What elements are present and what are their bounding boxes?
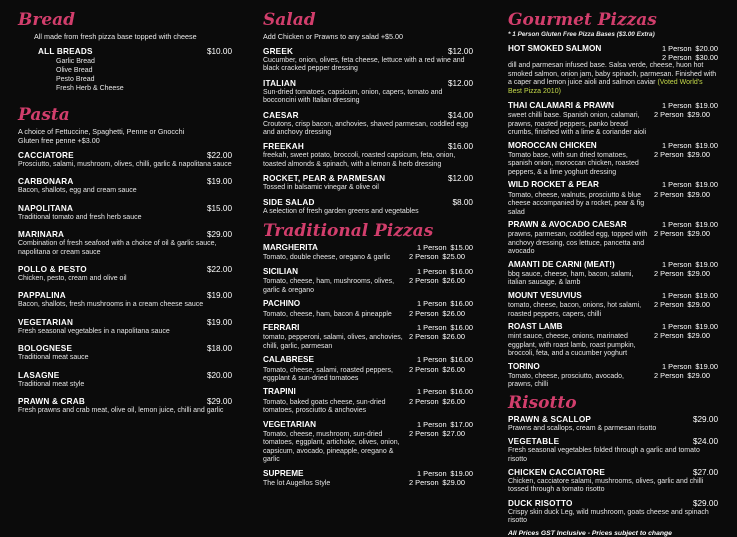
item-row — [18, 151, 232, 161]
pizza-desc: prawns, parmesan, coddled egg, topped with anchovy dressing, cos lettuce, pancetta and avocado — [508, 231, 648, 256]
item-desc: freekah, sweet potato, broccoli, roasted capsicum, feta, onion, toasted almonds & spinach, with a lemon & herb dressing — [263, 152, 456, 168]
gourmet-pizzas-title: Gourmet Pizzas — [508, 10, 657, 30]
gourmet-pizza-item — [508, 180, 718, 217]
pizza-name: SICILIAN — [263, 266, 299, 276]
item-desc: Prawns and scallops, cream & parmesan risotto — [508, 424, 657, 432]
item-row — [263, 142, 473, 152]
item-price: $18.00 — [206, 344, 232, 354]
pizza-name: MARGHERITA — [263, 243, 318, 253]
item-name: SIDE SALAD — [263, 197, 315, 207]
pizza-name: THAI CALAMARI & PRAWN — [508, 101, 614, 111]
pizza-row — [508, 141, 718, 150]
price-2-person: $25.00 — [442, 252, 465, 262]
pizza-name: VEGETARIAN — [263, 419, 317, 429]
pizza-row — [263, 355, 473, 364]
price-2-person: $26.00 — [442, 396, 465, 406]
size-label: 2 Person — [654, 331, 684, 341]
pasta-item — [18, 265, 232, 283]
pizza-row — [263, 309, 473, 319]
item-row — [18, 265, 232, 275]
menu-column-middle — [263, 10, 473, 492]
price-1-person: $19.00 — [695, 361, 718, 371]
price-2-person: $29.00 — [687, 371, 710, 380]
pizza-row — [263, 276, 473, 295]
item-row — [18, 318, 232, 328]
item-price: $19.00 — [206, 177, 232, 187]
pizza-desc: Tomato, cheese, prosciutto, avocado, prawns, chilli — [508, 373, 624, 389]
item-price: $19.00 — [206, 317, 232, 327]
item-name: PRAWN & SCALLOP — [508, 414, 592, 424]
pizza-row — [263, 243, 473, 252]
size-label: 2 Person — [654, 371, 684, 380]
traditional-pizza-item — [263, 420, 473, 465]
size-label: 1 Person — [417, 419, 447, 429]
item-name: PRAWN & CRAB — [18, 397, 85, 407]
pizza-desc-text: dill and parmesan infused base. Salsa verde, cheese, huon hot smoked salmon, onion jam, baby spinach, parmesan. Finished with a caper and lemon juice aioli and salmon caviar — [508, 62, 717, 87]
pizza-desc: Tomato, baked goats cheese, sun-dried tomatoes, prosciutto & anchovies — [263, 398, 386, 415]
pizza-row — [508, 269, 718, 288]
item-desc: Cucumber, onion, olives, feta cheese, lettuce with a red wine and black cracked pepper dressing — [263, 57, 465, 73]
pizza-desc: Tomato, double cheese, oregano & garlic — [263, 254, 391, 262]
item-price: $29.00 — [692, 498, 718, 508]
traditional-pizzas-title: Traditional Pizzas — [263, 221, 434, 242]
risotto-title: Risotto — [508, 392, 577, 413]
item-row — [263, 174, 473, 184]
pizza-name: HOT SMOKED SALMON — [508, 44, 602, 53]
item-price: $24.00 — [692, 437, 718, 447]
item-row — [18, 371, 232, 381]
item-row — [18, 291, 232, 301]
item-price: $22.00 — [206, 151, 232, 160]
item-desc: Traditional meat sauce — [18, 354, 89, 362]
pizza-row — [263, 429, 473, 465]
price-1-person: $19.00 — [450, 468, 473, 478]
item-price: $14.00 — [447, 110, 473, 120]
traditional-pizza-item — [263, 299, 473, 319]
gourmet-pizza-item — [508, 220, 718, 257]
salad-item — [263, 174, 473, 192]
gourmet-pizza-item — [508, 44, 718, 96]
item-name: ITALIAN — [263, 78, 297, 88]
item-desc: Bacon, shallots, fresh mushrooms in a cream cheese sauce — [18, 301, 204, 309]
pizza-row — [263, 252, 473, 262]
item-desc: Crispy skin duck Leg, wild mushroom, goats cheese and spinach risotto — [508, 508, 709, 525]
price-2-person: $29.00 — [687, 331, 710, 341]
item-name: CAESAR — [263, 110, 299, 120]
salad-list — [263, 47, 473, 216]
pizza-desc: tomato, pepperoni, salami, olives, anchovies, chilli, garlic, parmesan — [263, 334, 403, 350]
traditional-pizza-item — [263, 469, 473, 489]
pasta-item — [18, 204, 232, 222]
award-note: (Voted World's Best Pizza 2010) — [508, 79, 703, 95]
item-price: $12.00 — [447, 78, 473, 88]
price-1-person: $19.00 — [695, 219, 718, 229]
price-1-person: $20.00 — [695, 44, 718, 53]
price-1-person: $16.00 — [450, 387, 473, 397]
bread-item: Olive Bread — [56, 67, 93, 74]
pizza-name: WILD ROCKET & PEAR — [508, 180, 599, 190]
pizza-row — [508, 260, 718, 269]
item-price: $19.00 — [206, 291, 232, 301]
item-price: $16.00 — [447, 142, 473, 152]
pizza-row — [508, 331, 718, 358]
item-price: $12.00 — [447, 174, 473, 184]
pizza-desc: The lot Augellos Style — [263, 480, 331, 487]
pizza-row — [508, 53, 718, 62]
item-desc: Fresh seasonal vegetables folded through a garlic and tomato risotto — [508, 447, 700, 463]
menu-column-left — [18, 10, 232, 423]
item-desc: A selection of fresh garden greens and vegetables — [263, 207, 419, 215]
price-1-person: $16.00 — [450, 355, 473, 365]
price-1-person: $16.00 — [450, 322, 473, 332]
item-price: $15.00 — [206, 203, 232, 213]
pizza-name: PACHINO — [263, 299, 301, 309]
item-desc: Croutons, crisp bacon, anchovies, shaved parmesan, coddled egg and anchovy dressing — [263, 120, 469, 137]
pizza-name: MOROCCAN CHICKEN — [508, 140, 597, 150]
traditional-pizza-list — [263, 243, 473, 488]
gourmet-pizza-item — [508, 141, 718, 178]
pizza-row — [263, 469, 473, 478]
item-row — [508, 499, 718, 509]
size-label: 1 Person — [417, 266, 447, 276]
price-1-person: $19.00 — [695, 259, 718, 269]
price-2-person: $26.00 — [442, 332, 465, 342]
pizza-row — [508, 229, 718, 256]
gourmet-pizza-list — [508, 101, 718, 390]
size-label: 1 Person — [417, 355, 447, 365]
item-price: $29.00 — [206, 397, 232, 407]
item-row — [508, 415, 718, 425]
size-label: 1 Person — [662, 44, 692, 53]
price-2-person: $26.00 — [442, 308, 465, 318]
traditional-pizza-item — [263, 267, 473, 295]
traditional-pizza-item — [263, 387, 473, 415]
pizza-row — [263, 365, 473, 384]
size-label: 1 Person — [417, 243, 447, 253]
size-label: 1 Person — [417, 322, 447, 332]
item-name: MARINARA — [18, 230, 65, 240]
size-label: 2 Person — [654, 300, 684, 310]
item-desc: Tossed in balsamic vinegar & olive oil — [263, 184, 379, 192]
pizza-row — [508, 300, 718, 319]
pizza-row — [263, 323, 473, 332]
price-2-person: $29.00 — [687, 110, 710, 120]
item-price: $22.00 — [206, 265, 232, 275]
pasta-item — [18, 151, 232, 169]
price-1-person: $19.00 — [695, 101, 718, 111]
pasta-list — [18, 151, 232, 415]
pizza-row — [263, 267, 473, 276]
size-label: 1 Person — [417, 468, 447, 478]
item-name: POLLO & PESTO — [18, 265, 87, 275]
pasta-item — [18, 177, 232, 195]
pasta-item — [18, 318, 232, 336]
salad-item — [263, 47, 473, 74]
bread-item: Fresh Herb & Cheese — [56, 85, 124, 92]
item-desc: Traditional tomato and fresh herb sauce — [18, 213, 142, 221]
item-desc: Fresh prawns and crab meat, olive oil, lemon juice, chilli and garlic — [18, 407, 224, 415]
salad-item — [263, 198, 473, 216]
price-1-person: $15.00 — [450, 243, 473, 253]
item-row — [18, 397, 232, 407]
item-name: VEGETARIAN — [18, 317, 74, 327]
pizza-name: AMANTI DE CARNI (MEAT!) — [508, 259, 615, 269]
pizza-row — [508, 220, 718, 229]
size-label: 1 Person — [662, 361, 692, 371]
pizza-desc: tomato, cheese, bacon, onions, hot salami, roasted peppers, capers, chilli — [508, 302, 642, 318]
price-2-person: $27.00 — [442, 428, 465, 438]
item-name: DUCK RISOTTO — [508, 498, 573, 508]
price-2-person: $26.00 — [442, 276, 465, 286]
pizza-name: SUPREME — [263, 468, 304, 478]
pizza-name: FERRARI — [263, 322, 300, 332]
pizza-desc: Tomato, cheese, salami, roasted peppers, eggplant & sun-dried tomatoes — [263, 366, 393, 382]
size-label: 1 Person — [662, 180, 692, 190]
pasta-title: Pasta — [18, 105, 70, 125]
item-row — [18, 344, 232, 354]
pizza-row — [508, 322, 718, 331]
item-name: LASAGNE — [18, 370, 60, 380]
price-1-person: $19.00 — [695, 140, 718, 150]
item-desc: Prosciutto, salami, mushroom, olives, chilli, garlic & napolitana sauce — [18, 161, 232, 168]
pasta-item — [18, 291, 232, 309]
pasta-item — [18, 371, 232, 389]
size-label: 2 Person — [409, 428, 439, 438]
pizza-desc: sweet chilli base. Spanish onion, calamari, prawns, roasted peppers, panko bread crumbs, finished with a lime & coriander aioli — [508, 112, 647, 137]
item-name: PAPPALINA — [18, 291, 66, 301]
size-label: 2 Person — [654, 189, 684, 199]
pizza-name: MOUNT VESUVIUS — [508, 290, 582, 300]
size-label: 2 Person — [409, 364, 439, 374]
price-1-person: $19.00 — [695, 321, 718, 331]
bread-title: Bread — [18, 10, 76, 30]
salad-item — [263, 142, 473, 169]
item-name: CACCIATORE — [18, 151, 74, 160]
size-label: 2 Person — [662, 53, 692, 63]
item-name: CARBONARA — [18, 177, 74, 187]
size-label: 2 Person — [654, 150, 684, 160]
all-breads-price: $10.00 — [206, 47, 232, 56]
item-row — [263, 79, 473, 89]
price-1-person: $19.00 — [695, 180, 718, 190]
item-desc: Chicken, cacciatore salami, mushrooms, olives, garlic and chilli tossed through a tomato risotto — [508, 478, 704, 494]
price-1-person: $16.00 — [450, 299, 473, 309]
item-name: VEGETABLE — [508, 437, 560, 447]
bread-subtitle: All made from fresh pizza base topped with cheese — [34, 32, 197, 41]
item-name: GREEK — [263, 47, 294, 56]
size-label: 2 Person — [654, 110, 684, 120]
item-row — [263, 47, 473, 57]
pizza-row — [263, 478, 473, 488]
price-2-person: $29.00 — [687, 300, 710, 310]
menu-column-right — [508, 10, 718, 537]
item-row — [508, 468, 718, 478]
item-name: FREEKAH — [263, 142, 304, 152]
item-price: $20.00 — [206, 370, 232, 380]
pizza-row — [508, 110, 718, 137]
pizza-desc — [508, 62, 718, 96]
price-1-person: $19.00 — [695, 290, 718, 300]
item-desc: Traditional meat style — [18, 380, 85, 388]
gourmet-pizza-item — [508, 291, 718, 319]
item-name: BOLOGNESE — [18, 344, 73, 354]
item-desc: Sun-dried tomatoes, capsicum, onion, capers, tomato and bocconcini with Italian dressing — [263, 88, 443, 105]
size-label: 2 Person — [409, 252, 439, 262]
pizza-row — [508, 190, 718, 217]
pizza-name: TRAPINI — [263, 387, 296, 397]
pasta-item — [18, 230, 232, 257]
traditional-pizza-item — [263, 355, 473, 383]
bread-list — [38, 47, 232, 93]
pizza-desc: Tomato, cheese, ham, bacon & pineapple — [263, 310, 392, 318]
item-price: $29.00 — [692, 414, 718, 424]
gourmet-pizza-item — [508, 260, 718, 288]
pizza-desc: mint sauce, cheese, onions, marinated eggplant, with roast lamb, roast pumpkin, broccoli, feta, and a cucumber yoghurt — [508, 333, 636, 358]
pizza-row — [263, 299, 473, 308]
price-disclaimer: All Prices GST Inclusive - Prices subject to change — [508, 529, 672, 537]
gourmet-subtitle: * 1 Person Gluten Free Pizza Bases ($3.00 Extra) — [508, 31, 655, 38]
price-2-person: $29.00 — [442, 478, 465, 487]
risotto-item — [508, 415, 718, 433]
pizza-name: PRAWN & AVOCADO CAESAR — [508, 219, 627, 229]
price-2-person: $29.00 — [687, 150, 710, 160]
price-2-person: $29.00 — [687, 268, 710, 278]
pizza-row — [508, 150, 718, 177]
pasta-subtitle: A choice of Fettuccine, Spaghetti, Penne or Gnocchi Gluten free penne +$3.00 — [18, 127, 185, 145]
item-name: ROCKET, PEAR & PARMESAN — [263, 174, 386, 184]
size-label: 2 Person — [654, 229, 684, 239]
size-label: 2 Person — [409, 276, 439, 286]
pizza-row — [263, 420, 473, 429]
pasta-item — [18, 397, 232, 415]
size-label: 2 Person — [409, 478, 439, 487]
pizza-row — [508, 371, 718, 390]
salad-subtitle: Add Chicken or Prawns to any salad +$5.00 — [263, 32, 404, 41]
risotto-item — [508, 468, 718, 495]
item-price: $27.00 — [692, 468, 718, 478]
size-label: 1 Person — [417, 387, 447, 397]
item-row — [263, 198, 473, 208]
pizza-row — [508, 291, 718, 300]
pizza-row — [263, 397, 473, 416]
size-label: 2 Person — [409, 396, 439, 406]
traditional-pizza-item — [263, 243, 473, 263]
price-1-person: $16.00 — [450, 266, 473, 276]
pizza-desc: Tomato, cheese, mushroom, sun-dried tomatoes, eggplant, artichoke, olives, onion, capsicum, avocado, pineapple, oregano & garlic — [263, 430, 400, 464]
price-1-person: $17.00 — [450, 419, 473, 429]
item-price: $29.00 — [206, 230, 232, 240]
item-row — [18, 230, 232, 240]
gourmet-pizza-item — [508, 101, 718, 138]
gourmet-pizza-item — [508, 322, 718, 359]
item-desc: Combination of fresh seafood with a choice of oil & garlic sauce, napolitana or cream sauce — [18, 240, 217, 256]
pizza-row — [508, 101, 718, 110]
item-desc: Bacon, shallots, egg and cream sauce — [18, 187, 137, 195]
pizza-row — [263, 332, 473, 351]
item-row — [263, 111, 473, 121]
size-label: 2 Person — [654, 268, 684, 278]
salad-item — [263, 111, 473, 138]
gourmet-pizza-item — [508, 362, 718, 390]
size-label: 2 Person — [409, 332, 439, 342]
price-2-person: $29.00 — [687, 229, 710, 239]
all-breads-label: ALL BREADS — [38, 47, 93, 56]
size-label: 1 Person — [662, 321, 692, 331]
size-label: 1 Person — [662, 101, 692, 111]
item-name: NAPOLITANA — [18, 203, 74, 213]
pizza-name: ROAST LAMB — [508, 321, 563, 331]
bread-item: Garlic Bread — [56, 58, 95, 65]
pizza-name: CALABRESE — [263, 355, 314, 365]
pizza-desc: Tomato, cheese, ham, mushrooms, olives, garlic & oregano — [263, 278, 395, 294]
item-row — [18, 204, 232, 214]
pizza-desc: Tomato base, with sun dried tomatoes, spanish onion, moroccan chicken, roasted peppers, & a lime yoghurt dressing — [508, 152, 639, 176]
item-desc: Chicken, pesto, cream and olive oil — [18, 275, 127, 283]
size-label: 1 Person — [417, 299, 447, 309]
traditional-pizza-item — [263, 323, 473, 351]
pizza-desc: bbq sauce, cheese, ham, bacon, salami, italian sausage, & lamb — [508, 270, 634, 287]
pizza-row — [263, 387, 473, 396]
pizza-row — [508, 362, 718, 371]
bread-item: Pesto Bread — [56, 76, 95, 83]
price-2-person: $30.00 — [695, 53, 718, 63]
item-price: $12.00 — [447, 47, 473, 56]
pizza-desc: Tomato, cheese, walnuts, prosciutto & blue cheese accompanied by a rocket, pear & fig salad — [508, 191, 645, 216]
size-label: 1 Person — [662, 290, 692, 300]
pizza-row — [508, 180, 718, 189]
size-label: 1 Person — [662, 259, 692, 269]
salad-item — [263, 79, 473, 106]
price-2-person: $29.00 — [687, 189, 710, 199]
item-name: CHICKEN CACCIATORE — [508, 468, 605, 478]
pizza-name: TORINO — [508, 361, 540, 371]
risotto-list — [508, 415, 718, 526]
risotto-item — [508, 499, 718, 526]
item-row — [508, 437, 718, 447]
item-desc: Fresh seasonal vegetables in a napolitana sauce — [18, 327, 170, 335]
size-label: 2 Person — [409, 308, 439, 318]
pasta-item — [18, 344, 232, 362]
price-2-person: $26.00 — [442, 364, 465, 374]
size-label: 1 Person — [662, 219, 692, 229]
item-price: $8.00 — [452, 197, 473, 207]
item-row — [18, 177, 232, 187]
salad-title: Salad — [263, 10, 316, 30]
risotto-item — [508, 437, 718, 464]
size-label: 1 Person — [662, 140, 692, 150]
